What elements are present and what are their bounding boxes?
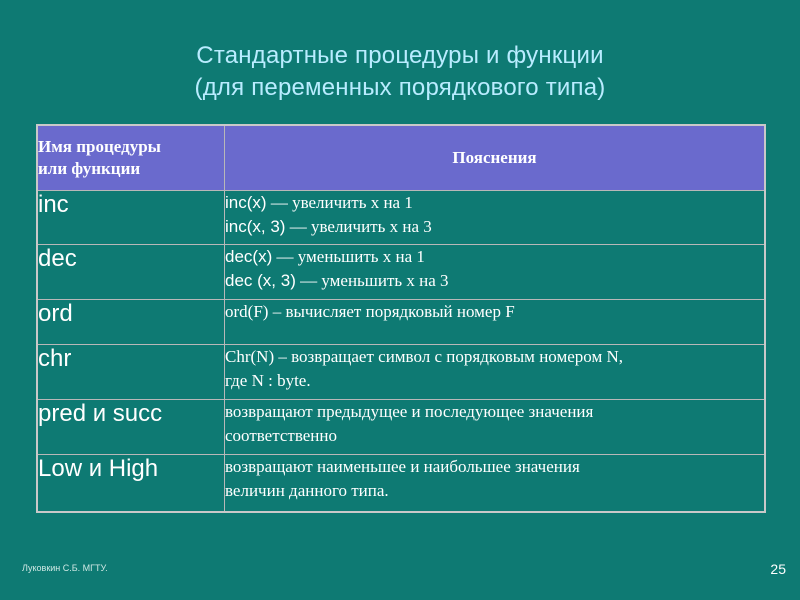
desc-text: — увеличить x на 1 [266, 193, 413, 212]
desc-text: соответственно [225, 426, 338, 445]
header-name-line1: Имя процедуры [38, 137, 161, 156]
slide-title-line2: (для переменных порядкового типа) [194, 74, 606, 101]
desc-text: величин данного типа. [225, 481, 389, 500]
table-row [37, 400, 765, 455]
row-name: chr [37, 345, 225, 400]
desc-text: — уменьшить x на 3 [295, 271, 449, 290]
desc-text: возвращают наименьшее и наибольшее значения [225, 457, 580, 476]
table-header-row [37, 125, 765, 191]
row-desc [225, 191, 766, 245]
row-desc [225, 400, 766, 455]
row-desc [225, 345, 766, 400]
code-text: inc(x) [225, 193, 267, 212]
page-number: 25 [770, 561, 786, 577]
desc-text: — уменьшить x на 1 [272, 247, 425, 266]
table-row [37, 245, 765, 300]
desc-text: — увеличить x на 3 [285, 217, 432, 236]
table-row [37, 455, 765, 513]
desc-text: ord(F) – вычисляет порядковый номер F [225, 302, 515, 321]
code-text: inc(x, 3) [225, 217, 286, 236]
slide-title [0, 40, 800, 104]
code-text: dec(x) [225, 247, 273, 266]
row-name: pred и succ [37, 400, 225, 455]
table-row [37, 300, 765, 345]
row-name: inc [37, 191, 225, 245]
row-desc [225, 455, 766, 513]
row-name: dec [37, 245, 225, 300]
row-desc [225, 300, 766, 345]
row-desc [225, 245, 766, 300]
slide-title-line1: Стандартные процедуры и функции [196, 42, 604, 69]
desc-text: возвращают предыдущее и последующее значения [225, 402, 594, 421]
procedures-table [36, 124, 766, 513]
header-name [37, 125, 225, 191]
table-row [37, 345, 765, 400]
desc-text: Chr(N) – возвращает символ с порядковым номером N, [225, 347, 623, 366]
row-name: Low и High [37, 455, 225, 513]
header-name-line2: или функции [38, 159, 141, 178]
desc-text: где N : byte. [225, 371, 311, 390]
table-row [37, 191, 765, 245]
row-name: ord [37, 300, 225, 345]
header-desc: Пояснения [225, 125, 766, 191]
code-text: dec (x, 3) [225, 271, 296, 290]
author-footer: Луковкин С.Б. МГТУ. [22, 563, 108, 573]
